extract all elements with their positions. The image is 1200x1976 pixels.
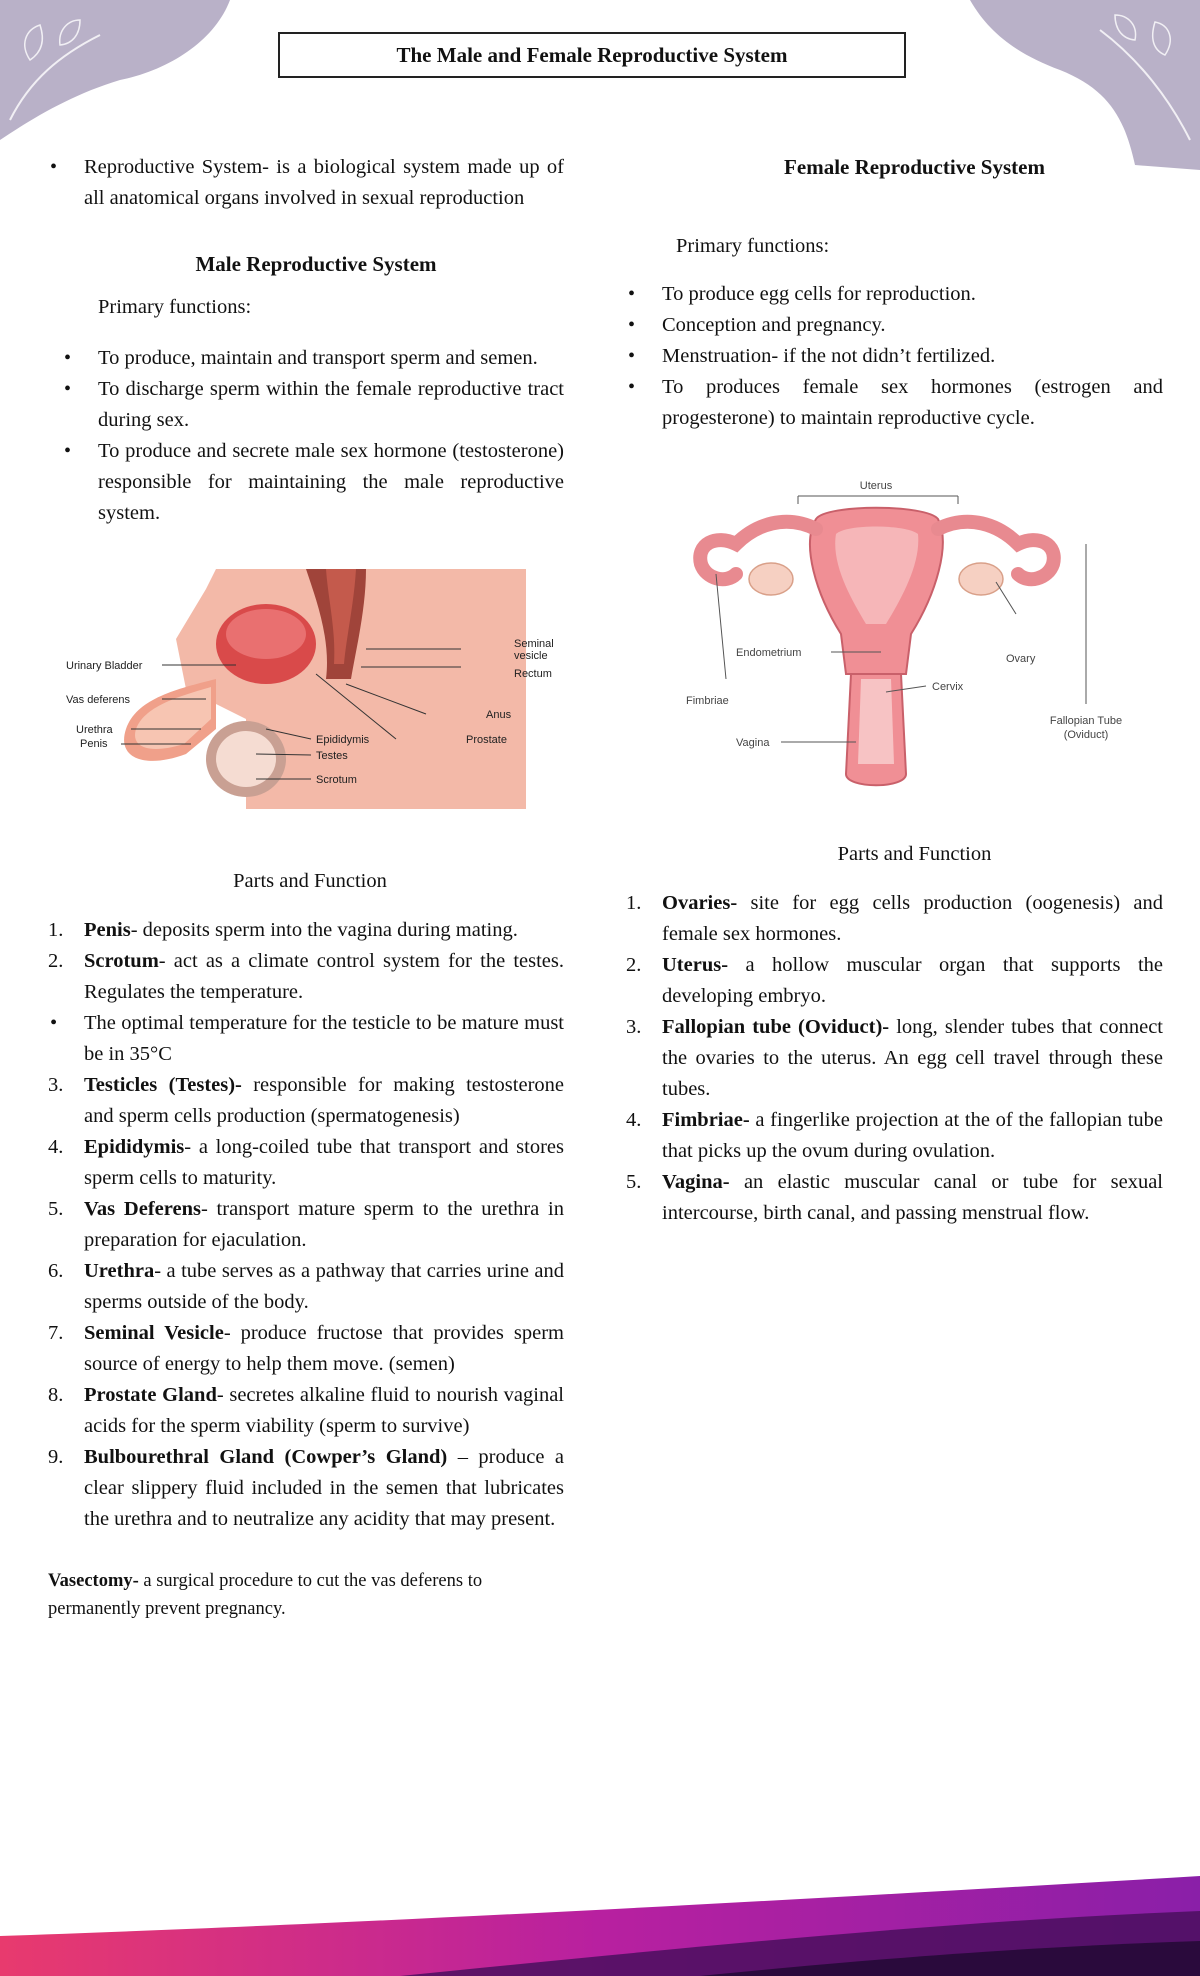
female-function-item: • Conception and pregnancy.: [626, 310, 1163, 341]
page-title: The Male and Female Reproductive System: [278, 32, 906, 78]
female-parts-heading: Parts and Function: [837, 843, 992, 865]
label-vagina: Vagina: [736, 737, 770, 749]
male-part-item: • The optimal temperature for the testicle to be mature must be in 35°C: [50, 1012, 564, 1065]
bottom-wave-decoration: [0, 1866, 1200, 1976]
male-heading: Male Reproductive System: [195, 252, 437, 276]
female-part-item: 2. Uterus- a hollow muscular organ that supports the developing embryo.: [626, 954, 1163, 1007]
male-primary-label: Primary functions:: [98, 296, 252, 318]
female-part-item: 1. Ovaries- site for egg cells production (oogenesis) and female sex hormones.: [626, 892, 1163, 945]
corner-decoration-left: [0, 0, 240, 170]
label-epididymis: Epididymis: [316, 734, 370, 746]
male-part-item: 2. Scrotum- act as a climate control system for the testes. Regulates the temperature.: [48, 950, 564, 1003]
right-column: [626, 152, 1163, 1229]
male-part-item: 7. Seminal Vesicle- produce fructose that provides sperm source of energy to help them move. (semen): [48, 1322, 564, 1375]
female-function-item: • To produce egg cells for reproduction.: [626, 279, 1163, 310]
male-function-item: • To discharge sperm within the female reproductive tract during sex.: [62, 374, 564, 436]
label-seminal-vesicle-1: Seminal: [514, 638, 554, 650]
female-part-item: 4. Fimbriae- a fingerlike projection at the of the fallopian tube that picks up the ovum during ovulation.: [626, 1109, 1163, 1162]
label-endometrium: Endometrium: [736, 647, 802, 659]
female-reproductive-diagram: [676, 474, 1146, 794]
label-anus: Anus: [486, 709, 512, 721]
male-part-item: 6. Urethra- a tube serves as a pathway that carries urine and sperms outside of the body.: [48, 1260, 564, 1313]
label-penis: Penis: [80, 738, 108, 750]
female-primary-label: Primary functions:: [676, 235, 830, 257]
corner-decoration-right: [960, 0, 1200, 170]
female-heading: Female Reproductive System: [784, 155, 1045, 179]
label-prostate: Prostate: [466, 734, 507, 746]
label-fallopian-2: (Oviduct): [1063, 729, 1109, 741]
intro-text: • Reproductive System- is a biological system made up of all anatomical organs involved in sexual reproduction: [48, 152, 564, 214]
male-part-item: 9. Bulbourethral Gland (Cowper’s Gland) – produce a clear slippery fluid included in the semen that lubricates the urethra and to neutralize any acidity that may present.: [48, 1446, 564, 1530]
male-functions-list: [62, 343, 564, 529]
female-function-item: • To produces female sex hormones (estrogen and progesterone) to maintain reproductive cycle.: [626, 372, 1163, 434]
male-function-item: • To produce and secrete male sex hormone (testosterone) responsible for maintaining the male reproductive system.: [62, 436, 564, 529]
label-urinary-bladder: Urinary Bladder: [66, 660, 143, 672]
female-functions-list: [626, 279, 1163, 434]
male-part-item: 4. Epididymis- a long-coiled tube that transport and stores sperm cells to maturity.: [48, 1136, 564, 1189]
label-testes: Testes: [316, 750, 348, 762]
male-parts-list: [48, 915, 564, 1535]
label-urethra: Urethra: [76, 724, 113, 736]
label-rectum: Rectum: [514, 668, 552, 680]
left-column: [48, 152, 564, 1623]
male-reproductive-diagram: [66, 569, 578, 814]
male-parts-heading: Parts and Function: [233, 870, 387, 892]
label-fimbriae: Fimbriae: [686, 695, 729, 707]
female-part-item: 3. Fallopian tube (Oviduct)- long, slender tubes that connect the ovaries to the uterus. An egg cell travel through these tubes.: [626, 1016, 1163, 1100]
female-function-item: • Menstruation- if the not didn’t fertilized.: [626, 341, 1163, 372]
label-fallopian-1: Fallopian Tube: [1049, 715, 1123, 727]
female-part-item: 5. Vagina- an elastic muscular canal or tube for sexual intercourse, birth canal, and passing menstrual flow.: [626, 1171, 1163, 1224]
male-part-item: 5. Vas Deferens- transport mature sperm to the urethra in preparation for ejaculation.: [48, 1198, 564, 1251]
label-cervix: Cervix: [932, 681, 964, 693]
male-part-item: 8. Prostate Gland- secretes alkaline fluid to nourish vaginal acids for the sperm viability (sperm to survive): [48, 1384, 564, 1437]
label-ovary: Ovary: [1006, 653, 1036, 665]
intro-list: [48, 152, 564, 214]
male-part-item: 1. Penis- deposits sperm into the vagina during mating.: [48, 919, 518, 941]
label-vas-deferens: Vas deferens: [66, 694, 131, 706]
male-part-item: 3. Testicles (Testes)- responsible for making testosterone and sperm cells production (spermatogenesis): [48, 1074, 564, 1127]
label-scrotum: Scrotum: [316, 774, 357, 786]
vasectomy-note: Vasectomy- a surgical procedure to cut the vas deferens to permanently prevent pregnancy.: [48, 1571, 483, 1619]
label-uterus: Uterus: [859, 480, 893, 492]
label-seminal-vesicle-2: vesicle: [514, 650, 548, 662]
male-function-item: • To produce, maintain and transport sperm and semen.: [62, 343, 564, 374]
female-parts-list: [626, 888, 1163, 1229]
